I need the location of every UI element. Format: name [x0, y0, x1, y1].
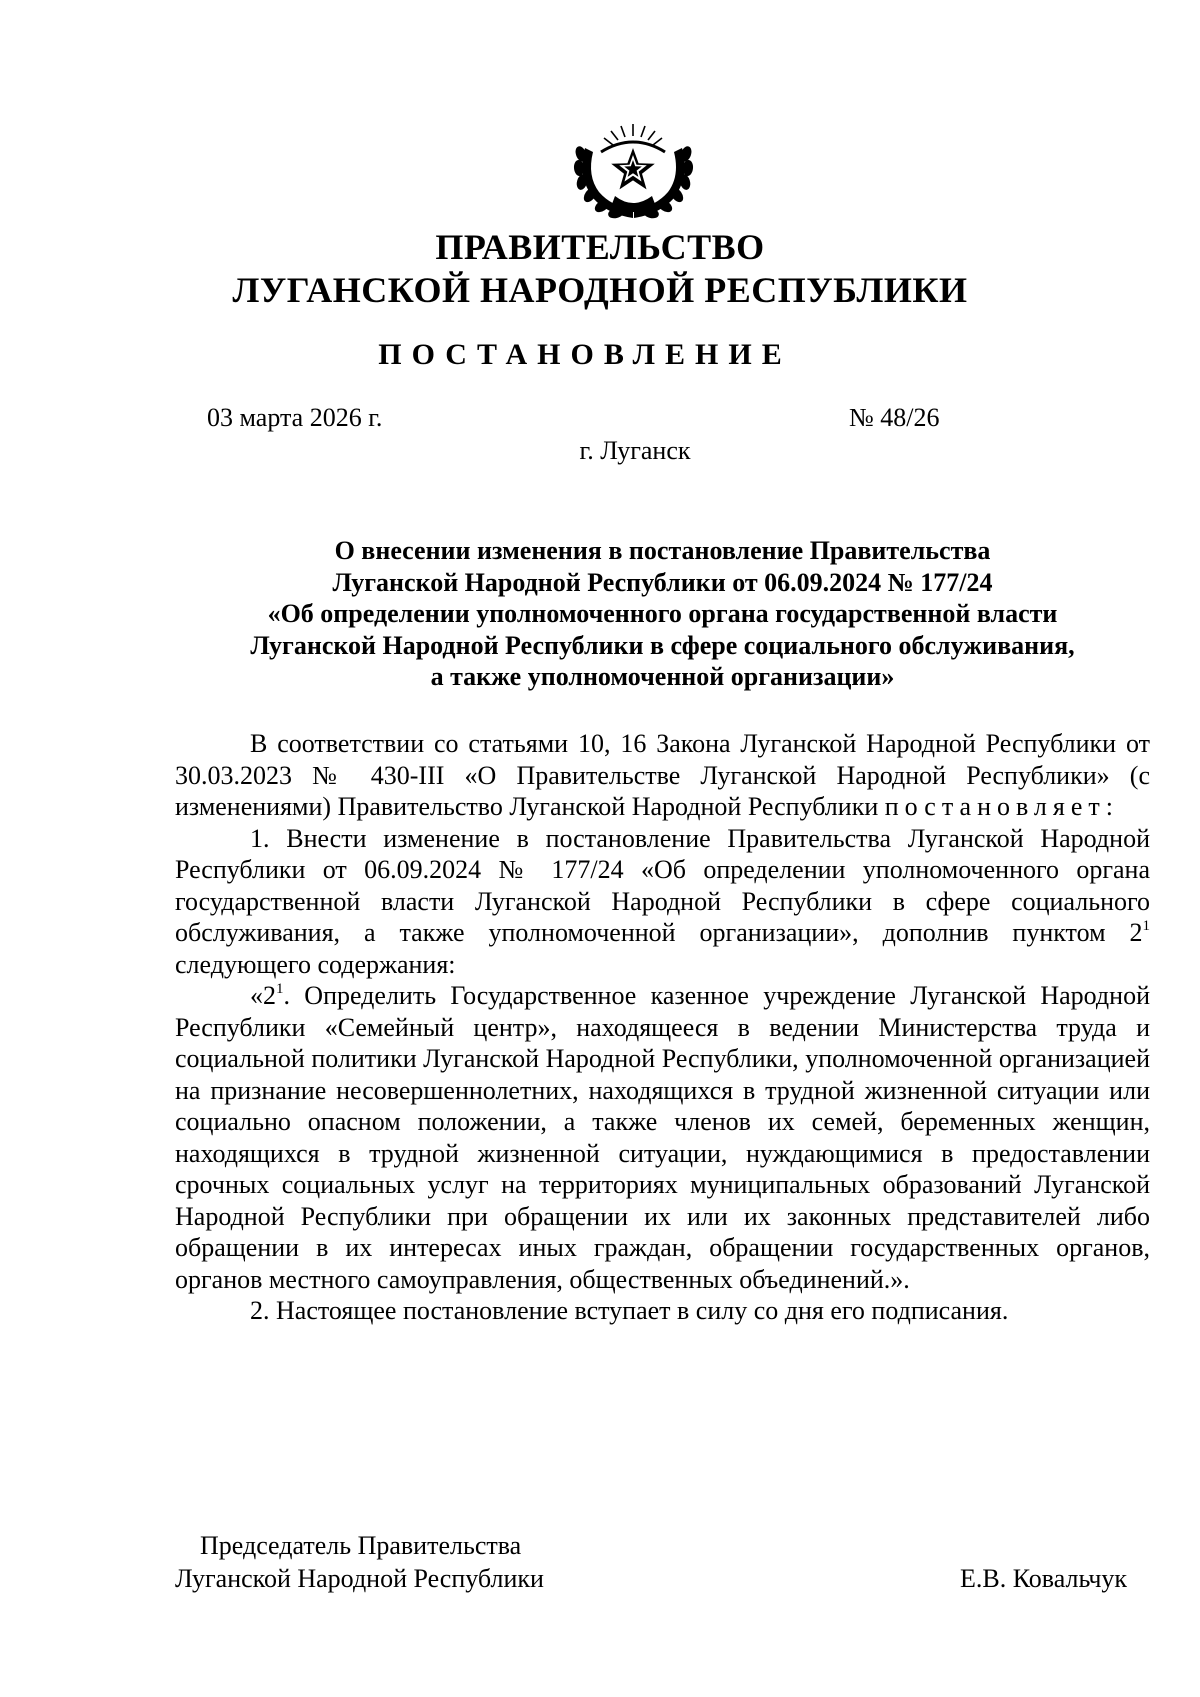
coat-of-arms-icon: [571, 118, 696, 224]
document-subject: [175, 535, 1150, 693]
resolves-word: постановляет:: [884, 792, 1119, 821]
document-date: 03 марта 2026 г.: [207, 403, 383, 432]
document-body: [175, 728, 1150, 1327]
preamble-text: В соответствии со статьями 10, 16 Закона Луганской Народной Республики от 30.03.2023 № 430-III «О Правительстве Луганской Народной Республики» (с изменениями) Правительство Луганской Народной Республики: [175, 729, 1150, 821]
document-number: № 48/26: [849, 403, 940, 432]
item-2-paragraph: 2. Настоящее постановление вступает в силу со дня его подписания.: [250, 1296, 1009, 1325]
government-title-line2: ЛУГАНСКОЙ НАРОДНОЙ РЕСПУБЛИКИ: [232, 270, 968, 310]
subject-line: О внесении изменения в постановление Правительства: [334, 536, 991, 565]
item-1-paragraph: [175, 823, 1150, 981]
subject-line: а также уполномоченной организации»: [430, 662, 895, 691]
document-type: ПОСТАНОВЛЕНИЕ: [378, 338, 792, 371]
subject-line: Луганской Народной Республики от 06.09.2024 № 177/24: [332, 567, 993, 597]
government-title-line1: ПРАВИТЕЛЬСТВО: [435, 227, 765, 267]
quoted-item-text: . Определить Государственное казенное учреждение Луганской Народной Республики «Семейный центр», находящееся в ведении Министерства труда и социальной политики Луганской Народной Республики, уполномоченной организацией на признание несовершеннолетних, находящихся в трудной жизненной ситуации или социально опасном положении, а также членов их семей, беременных женщин, находящихся в трудной жизненной ситуации, нуждающимися в предоставлении срочных социальных услуг на территориях муниципальных образований Луганской Народной Республики при обращении их или их законных представителей либо обращении в их интересах иных граждан, обращении государственных органов, органов местного самоуправления, общественных объединений.».: [175, 981, 1150, 1294]
signatory-title-line1: Председатель Правительства: [200, 1531, 522, 1560]
item-1-superscript: 1: [1142, 918, 1150, 934]
item-1-tail: следующего содержания:: [175, 949, 456, 979]
item-1-text: 1. Внести изменение в постановление Правительства Луганской Народной Республики от 06.09.2024 № 177/24 «Об определении уполномоченного органа государственной власти Луганской Народной Республики в сфере социального обслуживания, а также уполномоченной организации», дополнив пунктом 2: [175, 823, 1150, 947]
preamble-paragraph: [175, 728, 1150, 823]
signatory-title: [175, 1529, 544, 1595]
quoted-item-open: «2: [250, 981, 276, 1010]
quoted-item-paragraph: [175, 980, 1150, 1295]
signatory-title-line2: Луганской Народной Республики: [175, 1564, 544, 1593]
signatory-name: Е.В. Ковальчук: [960, 1564, 1128, 1593]
subject-line: «Об определении уполномоченного органа государственной власти: [267, 599, 1058, 628]
quoted-item-superscript: 1: [276, 981, 284, 997]
document-city: г. Луганск: [579, 436, 691, 465]
subject-line: Луганской Народной Республики в сфере социального обслуживания,: [250, 630, 1075, 660]
